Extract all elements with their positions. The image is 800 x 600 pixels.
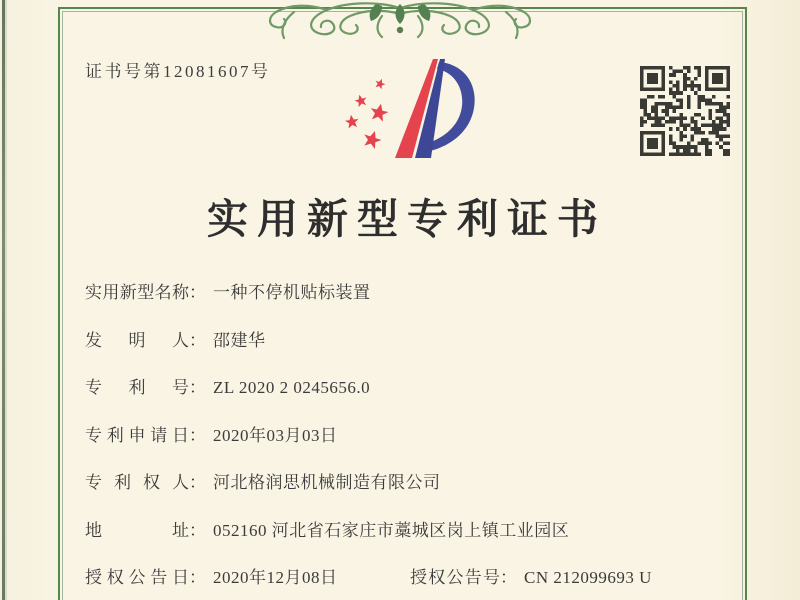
field-row-inventor — [85, 326, 725, 374]
field-label: 授权公告日 — [85, 568, 189, 587]
field-label: 地址 — [85, 520, 189, 540]
field-row-grant-date — [85, 563, 725, 600]
field-value: 河北格润思机械制造有限公司 — [213, 473, 441, 492]
field-label: 专利权人 — [85, 473, 189, 492]
field-separator: ： — [189, 425, 206, 445]
field-row-name — [85, 278, 725, 326]
field-value: CN 212099693 U — [524, 568, 652, 587]
field-row-patent-number — [85, 373, 725, 421]
floral-flourish-icon — [258, 0, 542, 42]
field-value: 052160 河北省石家庄市藁城区岗上镇工业园区 — [213, 520, 570, 540]
field-row-address — [85, 516, 725, 564]
field-separator: ： — [189, 378, 206, 397]
field-value: 2020年03月03日 — [213, 425, 338, 445]
scan-edge-highlight — [5, 0, 7, 600]
field-label: 实用新型名称 — [85, 283, 189, 302]
field-separator: ： — [189, 330, 206, 350]
field-value: 邵建华 — [213, 330, 266, 350]
field-row-filing-date — [85, 421, 725, 469]
field-value: 2020年12月08日 — [213, 568, 338, 587]
field-separator: ： — [189, 520, 206, 540]
certificate-title: 实用新型专利证书 — [207, 196, 607, 242]
field-label: 发明人 — [85, 330, 189, 350]
qr-code — [640, 66, 730, 156]
certificate-number: 证书号第12081607号 — [85, 62, 271, 81]
cnipa-patent-logo-icon — [338, 52, 476, 172]
field-grant-number — [410, 563, 652, 588]
field-row-patentee — [85, 468, 725, 516]
field-label: 专利申请日 — [85, 425, 189, 445]
field-separator: ： — [189, 568, 206, 587]
field-label: 专利号 — [85, 378, 189, 397]
certificate-fields — [85, 278, 725, 600]
field-separator: ： — [189, 473, 206, 492]
field-separator: ： — [189, 283, 206, 302]
field-separator: ： — [500, 568, 517, 587]
field-value: ZL 2020 2 0245656.0 — [213, 378, 371, 397]
field-value: 一种不停机贴标装置 — [213, 283, 371, 302]
field-label: 授权公告号 — [410, 568, 500, 587]
